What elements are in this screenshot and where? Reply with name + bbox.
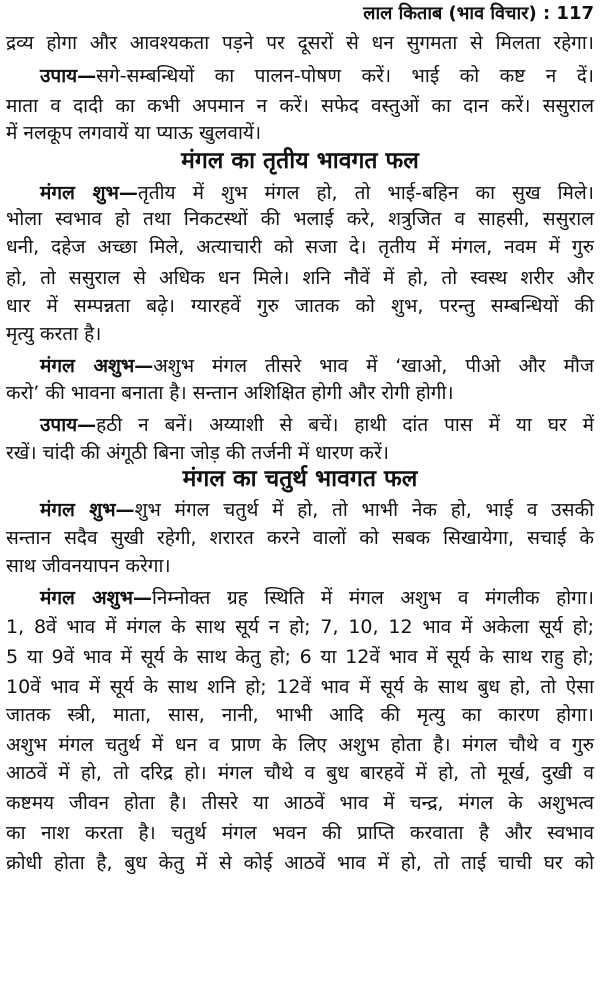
text-line: क्रोधी होता है, बुध केतु में से कोई आठवें भाव में हो, तो ताई चाची घर को (6, 852, 594, 874)
text-line: सन्तान सदैव सुखी रहेगी, शरारत करने वालों को सबक सिखायेगा, सचाई के (6, 527, 594, 549)
paragraph-upay (40, 410, 594, 440)
text-line: 1, 8वें भाव में मंगल के साथ सूर्य न हो; 7, 10, 12 भाव में अकेला सूर्य हो; (6, 616, 594, 638)
paragraph-upay (40, 61, 594, 91)
text-line: अशुभ मंगल तीसरे भाव में ‘खाओ, पीओ और मौज (153, 355, 594, 377)
paragraph-mangal-ashubh (40, 351, 594, 381)
section-heading: मंगल का तृतीय भावगत फल (181, 148, 419, 174)
text-line: धनी, दहेज अच्छा मिले, अत्याचारी को सजा दे। तृतीय में मंगल, नवम में गुरु (6, 236, 594, 258)
text-line: में नलकूप लगवायें या प्याऊ खुलवायें। (6, 122, 262, 144)
text-line: रखें। चांदी की अंगूठी बिना जोड़ की तर्जनी में धारण करें। (6, 442, 389, 464)
text-line: शुभ मंगल चतुर्थ में हो, तो भाभी नेक हो, भाई व उसकी (134, 499, 594, 521)
text-line: कष्टमय जीवन होता है। तीसरे या आठवें भाव में चन्द्र, मंगल के अशुभत्व (6, 792, 594, 814)
text-line: धार में सम्पन्नता बढ़े। ग्यारहवें गुरु जातक को शुभ, परन्तु सम्बन्धियों की (6, 295, 594, 317)
paragraph-mangal-shubh (40, 495, 594, 525)
text-line: करो’ की भावना बनाता है। सन्तान अशिक्षित होगी और रोगी होगी। (6, 382, 454, 404)
lead-label: मंगल शुभ— (40, 182, 138, 204)
lead-label: उपाय— (40, 414, 97, 436)
text-line: आठवें में हो, तो दरिद्र हो। मंगल चौथे व बुध बारहवें में हो, तो मूर्ख, दुखी व (6, 762, 594, 784)
text-line: सगे-सम्बन्धियों का पालन-पोषण करें। भाई को कष्ट न दें। (96, 65, 594, 87)
text-line: अशुभ मंगल चतुर्थ में धन व प्राण के लिए अशुभ होता है। मंगल चौथे व गुरु (6, 734, 594, 756)
lead-label: मंगल अशुभ— (40, 355, 154, 377)
lead-label: मंगल अशुभ— (40, 587, 152, 609)
text-line: द्रव्य होगा और आवश्यकता पड़ने पर दूसरों से धन सुगमता से मिलता रहेगा। (6, 32, 594, 54)
lead-label: उपाय— (40, 65, 97, 87)
text-line: भोला स्वभाव हो तथा निकटस्थों की भलाई करे, शत्रुजित व साहसी, ससुराल (6, 208, 594, 230)
text-line: साथ जीवनयापन करेगा। (6, 555, 171, 577)
paragraph-mangal-ashubh (40, 583, 594, 613)
text-line: तृतीय में शुभ मंगल हो, तो भाई-बहिन का सुख मिले। (137, 182, 594, 204)
text-line: हो, तो ससुराल से अधिक धन मिले। शनि नौवें में हो, तो स्वस्थ शरीर और (6, 267, 594, 289)
text-line: का नाश करता है। चतुर्थ मंगल भवन की प्राप्ति करवाता है और स्वभाव (6, 822, 594, 844)
text-line: हठी न बनें। अय्याशी से बचें। हाथी दांत पास में या घर में (96, 414, 594, 436)
text-line: माता व दादी का कभी अपमान न करें। सफेद वस्तुओं का दान करें। ससुराल (6, 95, 594, 117)
lead-label: मंगल शुभ— (40, 499, 135, 521)
text-line: निम्नोक्त ग्रह स्थिति में मंगल अशुभ व मंगलीक होगा। (151, 587, 594, 609)
running-header: लाल किताब (भाव विचार) : 117 (363, 3, 594, 24)
section-heading: मंगल का चतुर्थ भावगत फल (182, 466, 418, 492)
text-line: जातक स्त्री, माता, सास, नानी, भाभी आदि की मृत्यु का कारण होगा। (6, 704, 594, 726)
text-line: 5 या 9वें भाव में सूर्य के साथ केतु हो; 6 या 12वें भाव में सूर्य के साथ राहु हो; (6, 646, 594, 668)
text-line: मृत्यु करता है। (6, 323, 102, 345)
text-line: 10वें भाव में सूर्य के साथ शनि हो; 12वें भाव में सूर्य के साथ बुध हो, तो ऐसा (6, 676, 594, 698)
